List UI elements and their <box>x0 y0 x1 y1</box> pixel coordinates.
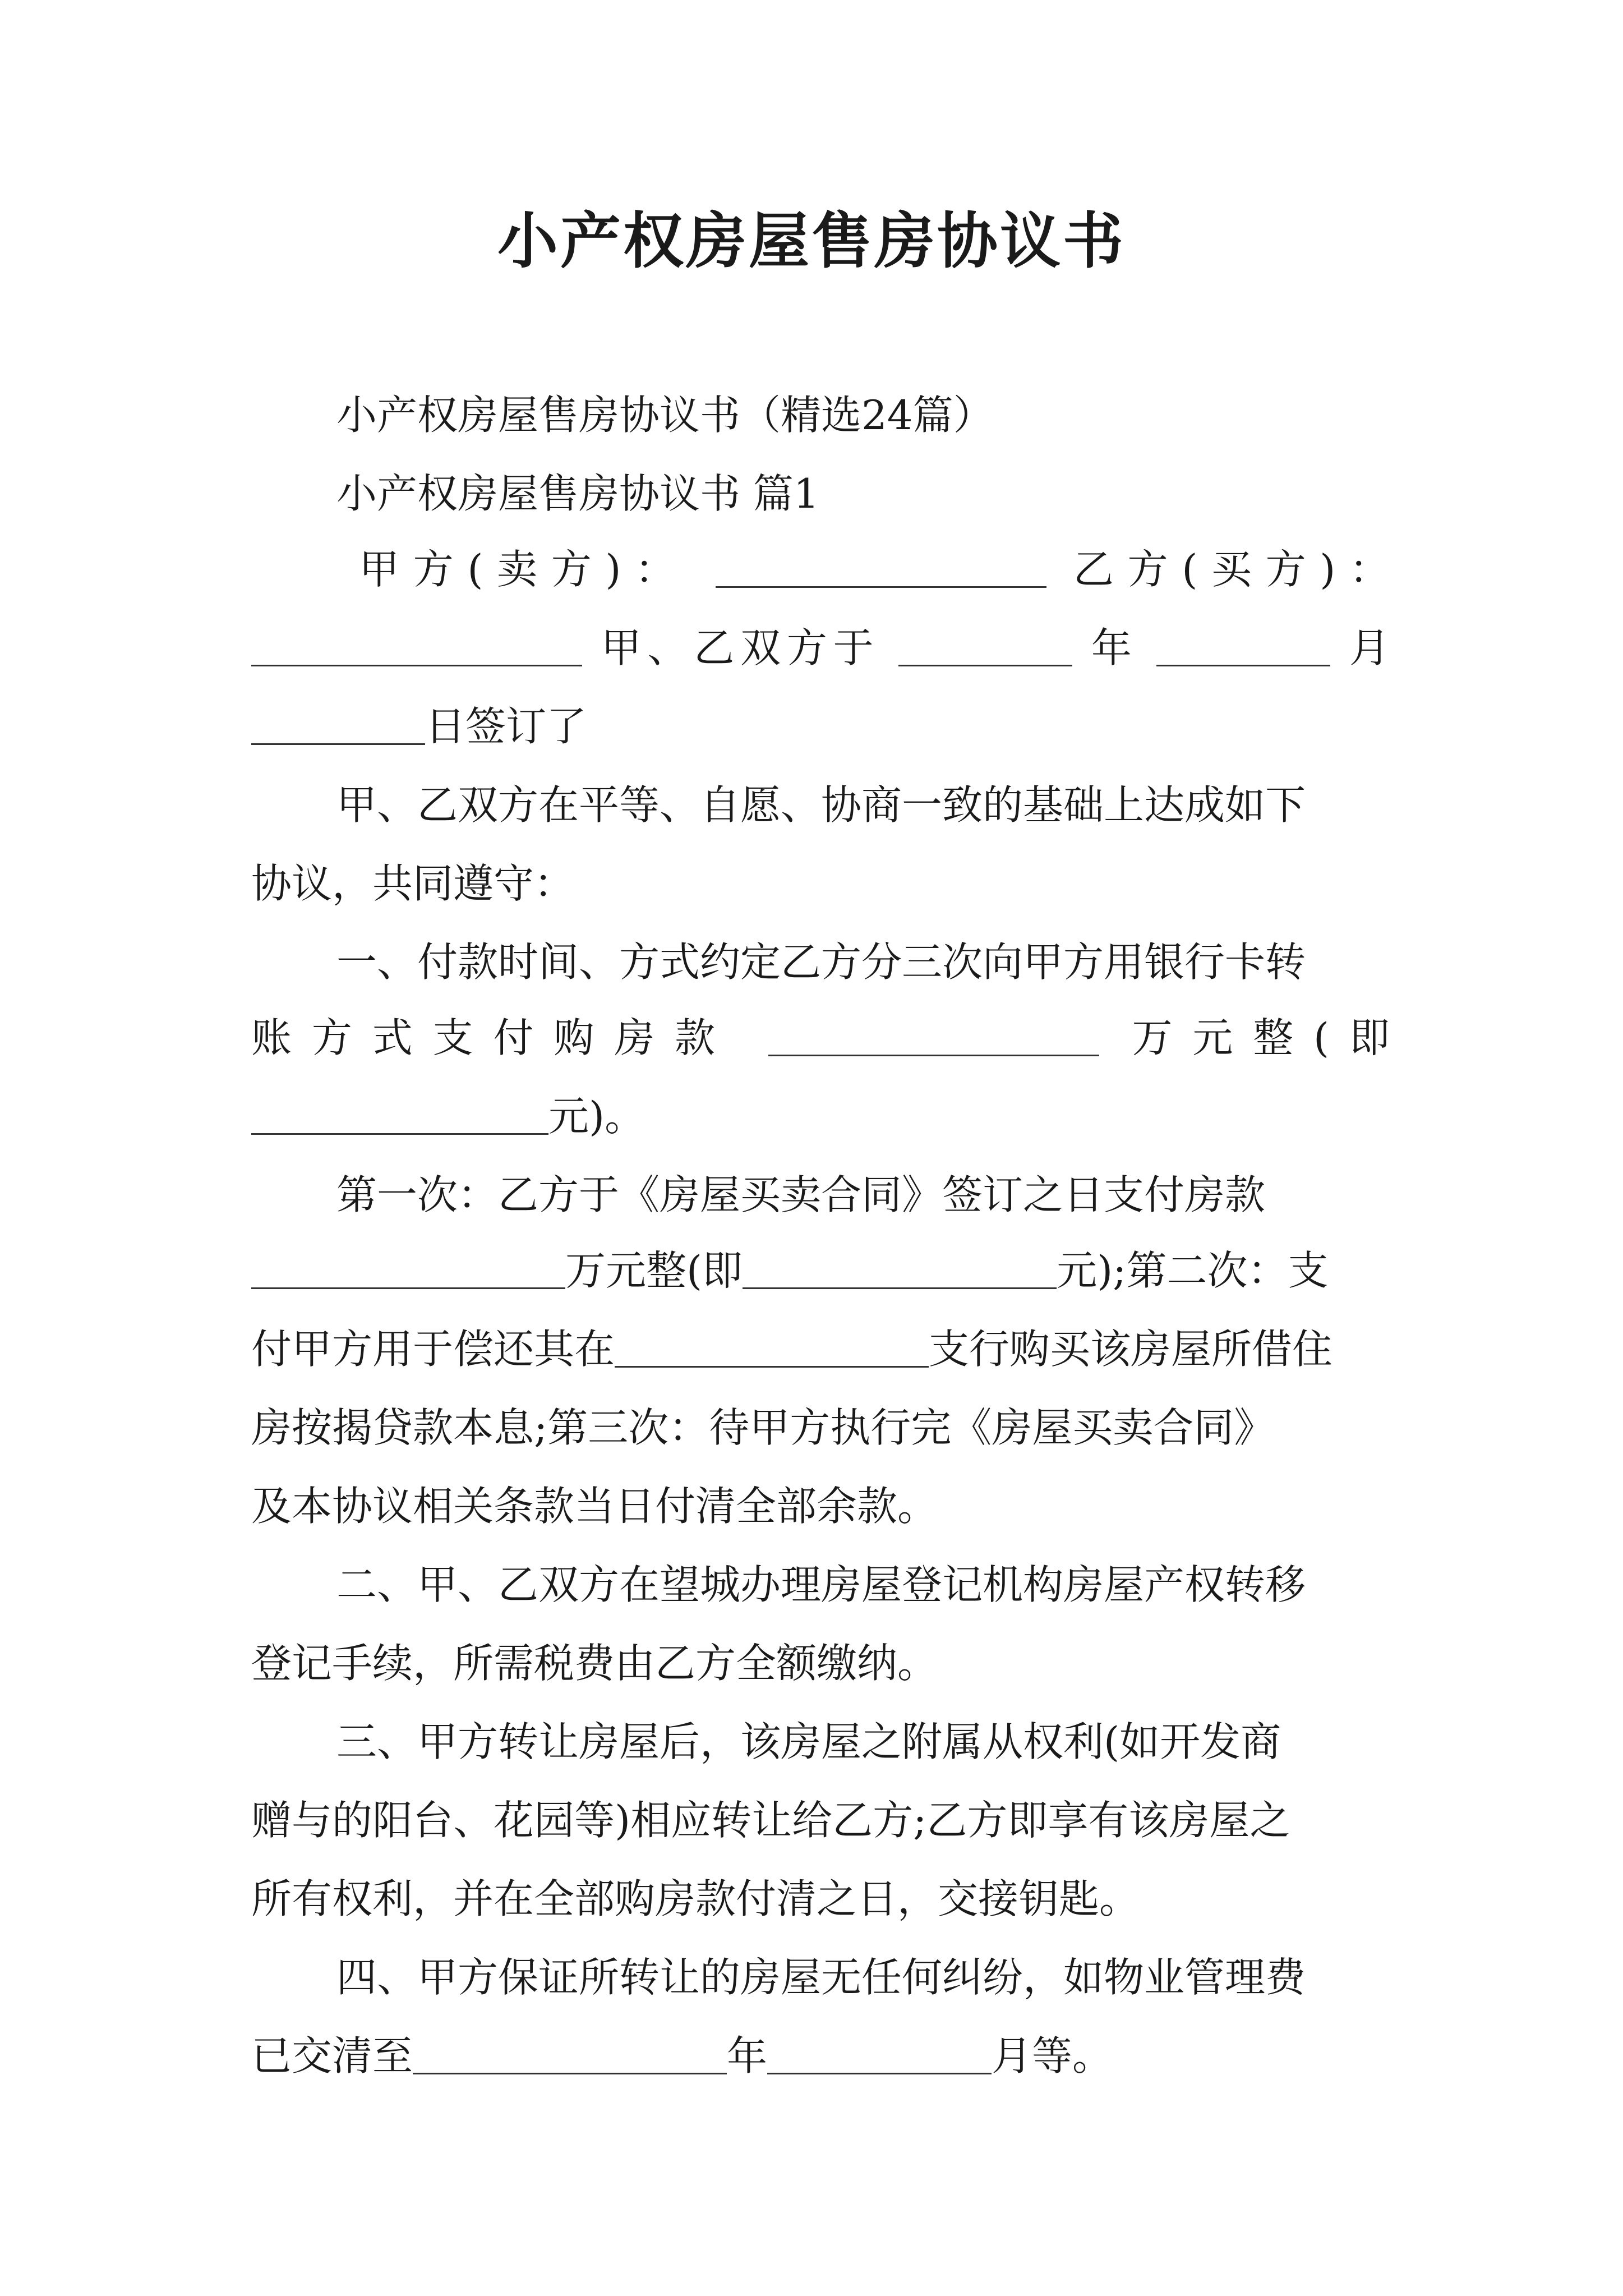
payment-text-b: 元);第二次：支 <box>1057 1247 1329 1294</box>
payment-line-2 <box>251 1243 1390 1299</box>
month-blank <box>1156 624 1330 666</box>
parties-line <box>359 541 1390 597</box>
clause-2-line-1: 二、甲、乙双方在望城办理房屋登记机构房屋产权转移 <box>336 1561 1306 1608</box>
bank-branch-blank <box>615 1326 929 1368</box>
clause-1-text-b: 万元整(即 <box>1132 1014 1390 1061</box>
payment-line-3 <box>251 1321 1390 1377</box>
date-line <box>251 620 1390 676</box>
party-b-label: 乙方(买方)： <box>1073 546 1390 593</box>
payment-line-5: 及本协议相关条款当日付清全部余款。 <box>251 1483 938 1530</box>
section-heading: 小产权房屋售房协议书 篇1 <box>336 470 819 517</box>
clause-1-line-1: 一、付款时间、方式约定乙方分三次向甲方用银行卡转 <box>336 938 1306 986</box>
clause-3-line-2: 赠与的阳台、花园等)相应转让给乙方;乙方即享有该房屋之 <box>251 1797 1290 1844</box>
party-a-label: 甲方(卖方)： <box>359 546 689 593</box>
payment-text-c: 付甲方用于偿还其在 <box>251 1326 615 1373</box>
party-a-blank <box>716 546 1046 588</box>
paragraph-intro-line-1: 甲、乙双方在平等、自愿、协商一致的基础上达成如下 <box>336 781 1306 829</box>
clause-1-text-c: 元)。 <box>548 1093 645 1140</box>
first-payment-blank <box>251 1247 565 1289</box>
clause-4-line-2 <box>251 2028 1390 2084</box>
payment-line-4: 房按揭贷款本息;第三次：待甲方执行完《房屋买卖合同》 <box>251 1404 1275 1451</box>
subtitle: 小产权房屋售房协议书（精选24篇） <box>336 392 994 439</box>
payment-text-a: 万元整(即 <box>565 1247 743 1294</box>
year-text: 年 <box>1091 624 1138 671</box>
day-blank <box>251 703 425 745</box>
clause-2-line-2: 登记手续，所需税费由乙方全额缴纳。 <box>251 1640 938 1687</box>
fee-year-blank <box>413 2032 727 2074</box>
both-parties-text: 甲、乙双方于 <box>601 624 880 671</box>
clause-3-line-1: 三、甲方转让房屋后，该房屋之附属从权利(如开发商 <box>336 1718 1281 1765</box>
payment-text-d: 支行购买该房屋所借住 <box>929 1326 1333 1373</box>
fee-month-blank <box>767 2032 992 2074</box>
clause-4-text-b: 年 <box>727 2032 768 2079</box>
day-signed-text: 日签订了 <box>425 703 587 750</box>
party-b-blank <box>251 624 582 666</box>
document-title: 小产权房屋售房协议书 <box>497 206 1126 277</box>
clause-3-line-3: 所有权利，并在全部购房款付清之日，交接钥匙。 <box>251 1875 1140 1922</box>
month-text: 月 <box>1349 624 1390 671</box>
clause-4-line-1: 四、甲方保证所转让的房屋无任何纠纷，如物业管理费 <box>336 1954 1306 2001</box>
price-amount-blank <box>251 1093 548 1135</box>
payment-line-1: 第一次：乙方于《房屋买卖合同》签订之日支付房款 <box>336 1171 1266 1218</box>
price-blank <box>768 1014 1099 1056</box>
clause-1-line-2 <box>251 1010 1390 1066</box>
day-line <box>251 698 1390 754</box>
clause-1-line-3 <box>251 1088 1390 1144</box>
year-blank <box>898 624 1072 666</box>
clause-1-text-a: 账方式支付购房款 <box>251 1014 735 1061</box>
clause-4-text-a: 已交清至 <box>251 2032 413 2079</box>
first-payment-amount-blank <box>743 1247 1057 1289</box>
paragraph-intro-line-2: 协议，共同遵守： <box>251 860 575 907</box>
clause-4-text-c: 月等。 <box>992 2032 1113 2079</box>
